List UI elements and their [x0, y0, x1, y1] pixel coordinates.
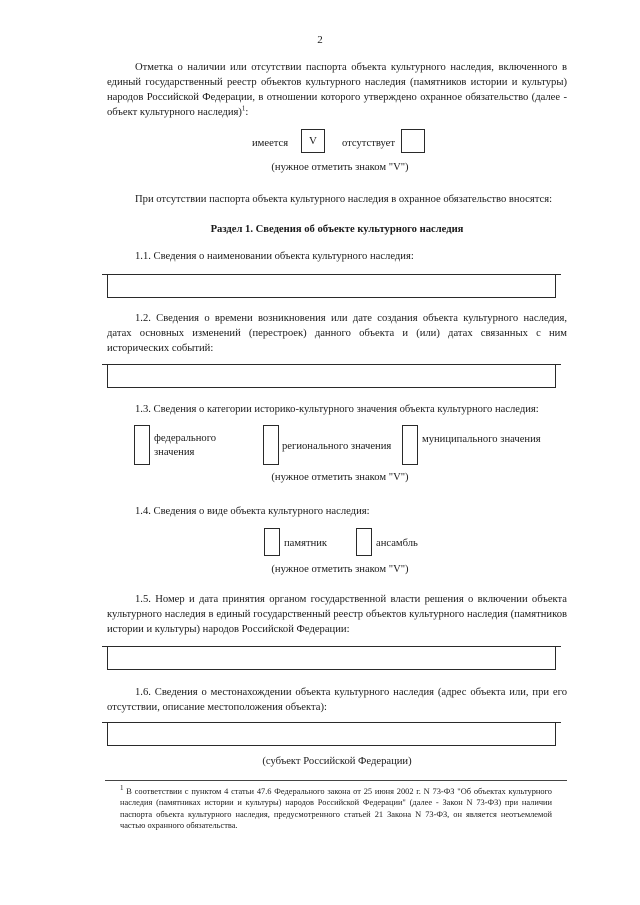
- federal-checkbox[interactable]: [134, 425, 150, 465]
- passport-hint: (нужное отметить знаком "V"): [271, 162, 409, 173]
- federal-label: [154, 432, 216, 461]
- s1-4-hint: (нужное отметить знаком "V"): [271, 564, 409, 575]
- federal-label-line2: значения: [154, 447, 195, 459]
- s1-2-field[interactable]: [107, 364, 556, 388]
- municipal-label: муниципального значения: [422, 434, 541, 445]
- s1-2-label: 1.2. Сведения о времени возникновения или дате создания объекта культурного наследия, датах основных изменений (перестроек) данного объекта и (или) датах связанных с ним исторических событий:: [107, 313, 567, 355]
- footnote: [120, 786, 552, 831]
- s1-4-label: 1.4. Сведения о виде объекта культурного наследия:: [135, 506, 370, 517]
- passport-absent-label: отсутствует: [342, 138, 395, 149]
- section-title: Раздел 1. Сведения об объекте культурного наследия: [210, 224, 464, 235]
- footnote-text: В соответствии с пунктом 4 статьи 47.6 Федерального закона от 25 июня 2002 г. N 73-ФЗ "Об объектах культурного наследия (памятниках истории и культуры) народов Российской Федерации" (далее - Закон N 73-ФЗ) при наличии паспорта объекта культурного наследия, предусмотренного статьей 21 Закона N 73-ФЗ, он является неотъемлемой частью охранного обязательства.: [120, 787, 552, 830]
- passport-present-label: имеется: [252, 138, 289, 149]
- municipal-checkbox[interactable]: [402, 425, 418, 465]
- absence-note: При отсутствии паспорта объекта культурного наследия в охранное обязательство вносятся:: [135, 194, 553, 205]
- intro-tail: :: [245, 107, 249, 119]
- monument-checkbox[interactable]: [264, 528, 280, 556]
- passport-absent-checkbox[interactable]: [401, 129, 425, 153]
- regional-checkbox[interactable]: [263, 425, 279, 465]
- intro-paragraph: [107, 60, 567, 120]
- s1-3-label: 1.3. Сведения о категории историко-культурного значения объекта культурного наследия:: [135, 404, 539, 415]
- s1-6-field[interactable]: [107, 722, 556, 746]
- passport-present-checkbox[interactable]: V: [301, 129, 325, 153]
- footnote-ref: 1: [241, 104, 246, 113]
- ensemble-checkbox[interactable]: [356, 528, 372, 556]
- s1-5-label: 1.5. Номер и дата принятия органом государственной власти решения о включении объекта культурного наследия в единый государственный реестр объектов культурного наследия (памятников истории и культуры) народов Российской Федерации:: [107, 594, 567, 636]
- regional-label: регионального значения: [282, 441, 392, 452]
- footnote-divider: [105, 780, 567, 781]
- s1-6-label: 1.6. Сведения о местонахождении объекта культурного наследия (адрес объекта или, при его отсутствии, описание местоположения объекта):: [107, 687, 567, 714]
- s1-6-subcaption: (субъект Российской Федерации): [262, 756, 412, 767]
- s1-1-label: 1.1. Сведения о наименовании объекта культурного наследия:: [135, 251, 414, 262]
- intro-text: Отметка о наличии или отсутствии паспорта объекта культурного наследия, включенного в единый государственный реестр объектов культурного наследия (памятников истории и культуры) народов Российской Федерации, в отношении которого утверждено охранное обязательство (далее - объект культурного наследия): [107, 62, 567, 119]
- page-number: 2: [317, 34, 323, 46]
- monument-label: памятник: [284, 538, 328, 549]
- ensemble-label: ансамбль: [376, 538, 418, 549]
- s1-3-hint: (нужное отметить знаком "V"): [271, 472, 409, 483]
- federal-label-line1: федерального: [154, 433, 217, 444]
- s1-1-field[interactable]: [107, 274, 556, 298]
- footnote-mark: 1: [120, 784, 124, 793]
- s1-5-field[interactable]: [107, 646, 556, 670]
